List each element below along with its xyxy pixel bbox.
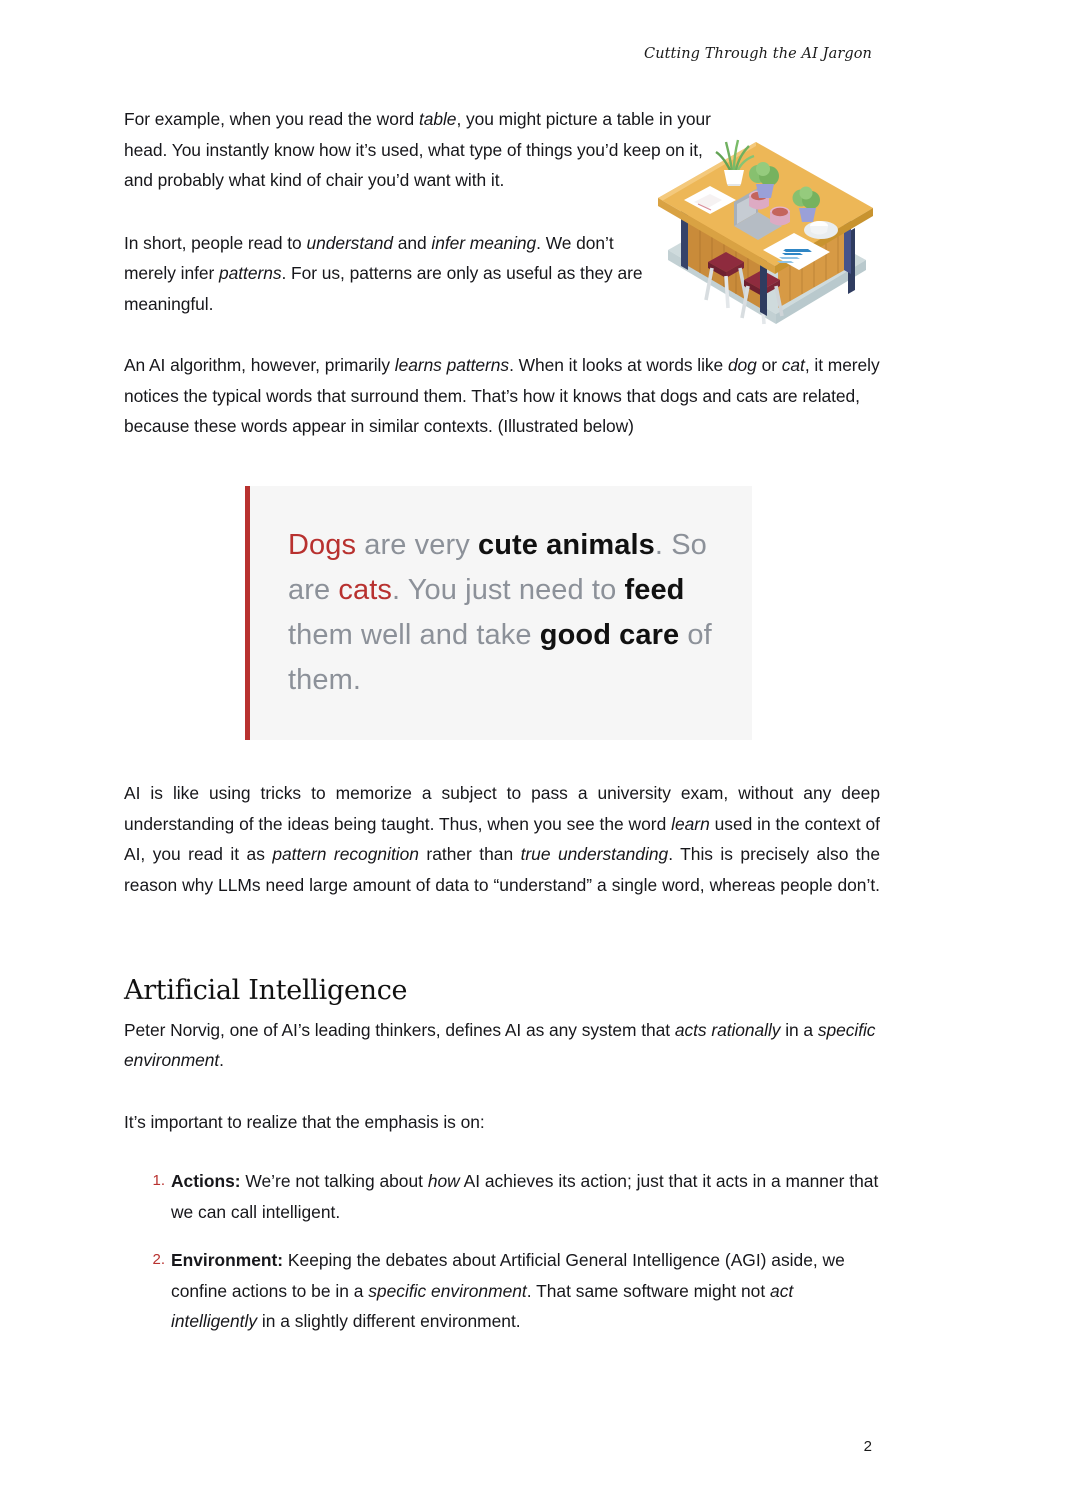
p3-emphasis-cat: cat bbox=[781, 355, 805, 375]
callout-keyword: cats bbox=[338, 574, 392, 606]
list-item-lead: Environment: bbox=[171, 1250, 284, 1270]
article-body bbox=[124, 104, 880, 442]
p4-emphasis-learn: learn bbox=[671, 813, 710, 834]
list-item bbox=[124, 1245, 880, 1337]
list-item-text-b: . That same software might not bbox=[526, 1280, 771, 1301]
paragraph-memorize bbox=[124, 778, 880, 931]
list-item-text-b: AI achieves its action; just that it acts in a manner that we can call intelligent. bbox=[171, 1171, 879, 1222]
list-marker: 1. bbox=[152, 1172, 165, 1189]
list-marker: 2. bbox=[152, 1251, 165, 1268]
article-body-lower bbox=[124, 778, 880, 1337]
callout-plain-text: them well and take bbox=[288, 619, 540, 651]
p2-emphasis-understand: understand bbox=[306, 232, 393, 253]
callout-bold-phrase: feed bbox=[624, 574, 685, 606]
callout-bold-phrase: good care bbox=[539, 619, 680, 651]
page-number: 2 bbox=[863, 1438, 872, 1455]
list-item-emphasis-how: how bbox=[427, 1171, 460, 1191]
p4-emphasis-pattern-recognition: pattern recognition bbox=[272, 844, 419, 864]
list-item-text-a: We’re not talking about bbox=[240, 1171, 428, 1191]
p4-text-d: . This is precisely also the reason why LLMs need large amount of data to “understand” a single word, whereas people don’t. bbox=[124, 844, 880, 895]
list-item-text-a: Keeping the debates about Artificial General Intelligence (AGI) aside, we confine actions to be in a bbox=[171, 1250, 845, 1301]
callout-plain-text: are very bbox=[356, 529, 478, 561]
p5-text-b: in a bbox=[780, 1019, 818, 1040]
p3-text-b: . When it looks at words like bbox=[509, 355, 728, 375]
p2-emphasis-infer-meaning: infer meaning bbox=[431, 232, 537, 253]
paragraph-norvig bbox=[124, 1015, 880, 1076]
p3-emphasis-learns-patterns: learns patterns bbox=[394, 355, 510, 375]
callout-bold-phrase: cute animals bbox=[477, 529, 655, 561]
list-item-emphasis-specific-environment: specific environment bbox=[368, 1280, 527, 1301]
p5-text-c: . bbox=[219, 1050, 224, 1070]
page-title-artificial-intelligence: Artificial Intelligence bbox=[124, 974, 408, 1006]
list-item bbox=[124, 1166, 880, 1227]
callout-plain-text: . You just need to bbox=[391, 574, 625, 606]
list-item-lead: Actions: bbox=[171, 1171, 241, 1191]
p5-text-a: Peter Norvig, one of AI’s leading thinkers, defines AI as any system that bbox=[124, 1019, 675, 1040]
list-item-emphasis-act-intelligently: act intelligently bbox=[171, 1280, 794, 1331]
callout-keyword: Dogs bbox=[288, 529, 357, 561]
p4-text-a: AI is like using tricks to memorize a subject to pass a university exam, without any deep understanding of the ideas being taught. Thus, when you see the word bbox=[124, 783, 880, 834]
paragraph-emphasis-intro: It’s important to realize that the emphasis is on: bbox=[124, 1111, 485, 1132]
p3-text-a: An AI algorithm, however, primarily bbox=[124, 355, 395, 375]
paragraph-ai-algorithm bbox=[124, 350, 880, 442]
p2-text-d: . For us, patterns are only as useful as they are meaningful. bbox=[124, 263, 643, 314]
p3-text-d: , it merely notices the typical words that surround them. That’s how it knows that dogs and cats are related, because these words appear in similar contexts. (Illustrated below) bbox=[124, 355, 880, 436]
p4-text-b: used in the context of AI, you read it as bbox=[124, 813, 880, 864]
callout-plain-text: . So are bbox=[288, 529, 707, 606]
list-item-text-c: in a slightly different environment. bbox=[257, 1311, 521, 1331]
paragraph-in-short bbox=[124, 228, 664, 320]
paragraph-example bbox=[124, 104, 734, 196]
p2-text-a: In short, people read to bbox=[124, 232, 307, 253]
callout-plain-text: of them. bbox=[288, 619, 712, 696]
p2-text-c: . We don’t merely infer bbox=[124, 232, 614, 283]
p2-text-b: and bbox=[392, 232, 432, 253]
p4-text-c: rather than bbox=[418, 844, 521, 864]
p5-emphasis-acts-rationally: acts rationally bbox=[674, 1019, 781, 1040]
p1-emphasis-table: table bbox=[418, 109, 457, 129]
example-sentence-callout bbox=[245, 486, 752, 740]
p1-text-a: For example, when you read the word bbox=[124, 109, 419, 129]
p2-emphasis-patterns: patterns bbox=[219, 263, 282, 283]
p3-text-c: or bbox=[756, 355, 782, 375]
p3-emphasis-dog: dog bbox=[727, 355, 757, 375]
callout-sentence bbox=[288, 523, 728, 703]
p1-text-b: , you might picture a table in your head. You instantly know how it’s used, what type of things you’d keep on it, and probably what kind of chair you’d want with it. bbox=[124, 109, 711, 190]
p5-emphasis-specific-environment: specific environment bbox=[124, 1019, 876, 1070]
p4-emphasis-true-understanding: true understanding bbox=[520, 844, 669, 864]
emphasis-list bbox=[124, 1166, 880, 1337]
running-header: Cutting Through the AI Jargon bbox=[644, 46, 872, 62]
